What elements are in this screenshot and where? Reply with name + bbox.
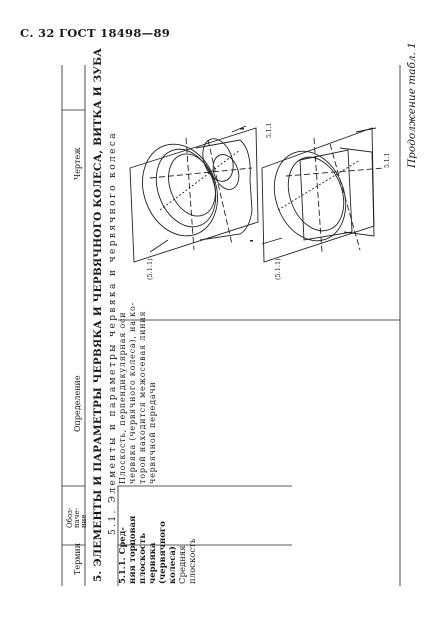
definition-line-3: торой находится межосевая линия <box>138 310 147 484</box>
page-header: С. 32 ГОСТ 18498—89 <box>20 26 171 40</box>
figure-label-top-right: 5.1.1 <box>384 152 391 168</box>
definition-line-1: Плоскость, перпендикулярная оси <box>118 311 127 484</box>
column-header-term: Термин <box>73 542 82 575</box>
column-header-definition: Определение <box>73 375 82 432</box>
term-line-5: (червячного <box>158 521 168 584</box>
column-header-code-1: Обоз- <box>66 507 74 528</box>
column-header-code-3: ние <box>80 514 88 528</box>
continued-label: Продолжение табл. 1 <box>406 42 418 168</box>
term-alt-line-2: плоскость <box>188 538 198 584</box>
term-alt-line-1: Средняя <box>178 545 188 584</box>
term-line-3: плоскость <box>138 532 148 584</box>
term-line-6: колеса) <box>168 546 178 584</box>
figure-label-right: (5.1.1) <box>274 258 282 280</box>
column-header-code-2: наче- <box>73 508 81 528</box>
term-line-1: 5.1.1. Сред- <box>118 527 128 584</box>
figure-label-left: (5.1.1) <box>146 258 154 280</box>
drawing-left <box>130 126 258 262</box>
figure-label-top-left: 5.1.1 <box>266 122 273 138</box>
term-line-4: червяка <box>148 542 158 584</box>
subsection-title: 5.1. Элементы и параметры червяка и червячного колеса <box>108 130 118 535</box>
definition-line-2: червяка (червячного колеса), на ко- <box>128 301 137 484</box>
drawing-right <box>262 128 384 262</box>
term-line-2: няя торцовая <box>128 515 138 584</box>
definition-line-4: червячной передачи <box>148 381 157 484</box>
section-title: 5. ЭЛЕМЕНТЫ И ПАРАМЕТРЫ ЧЕРВЯКА И ЧЕРВЯЧНОГО КОЛЕСА, ВИТКА И ЗУБА <box>92 47 104 582</box>
column-header-drawing: Чертеж <box>73 147 82 180</box>
